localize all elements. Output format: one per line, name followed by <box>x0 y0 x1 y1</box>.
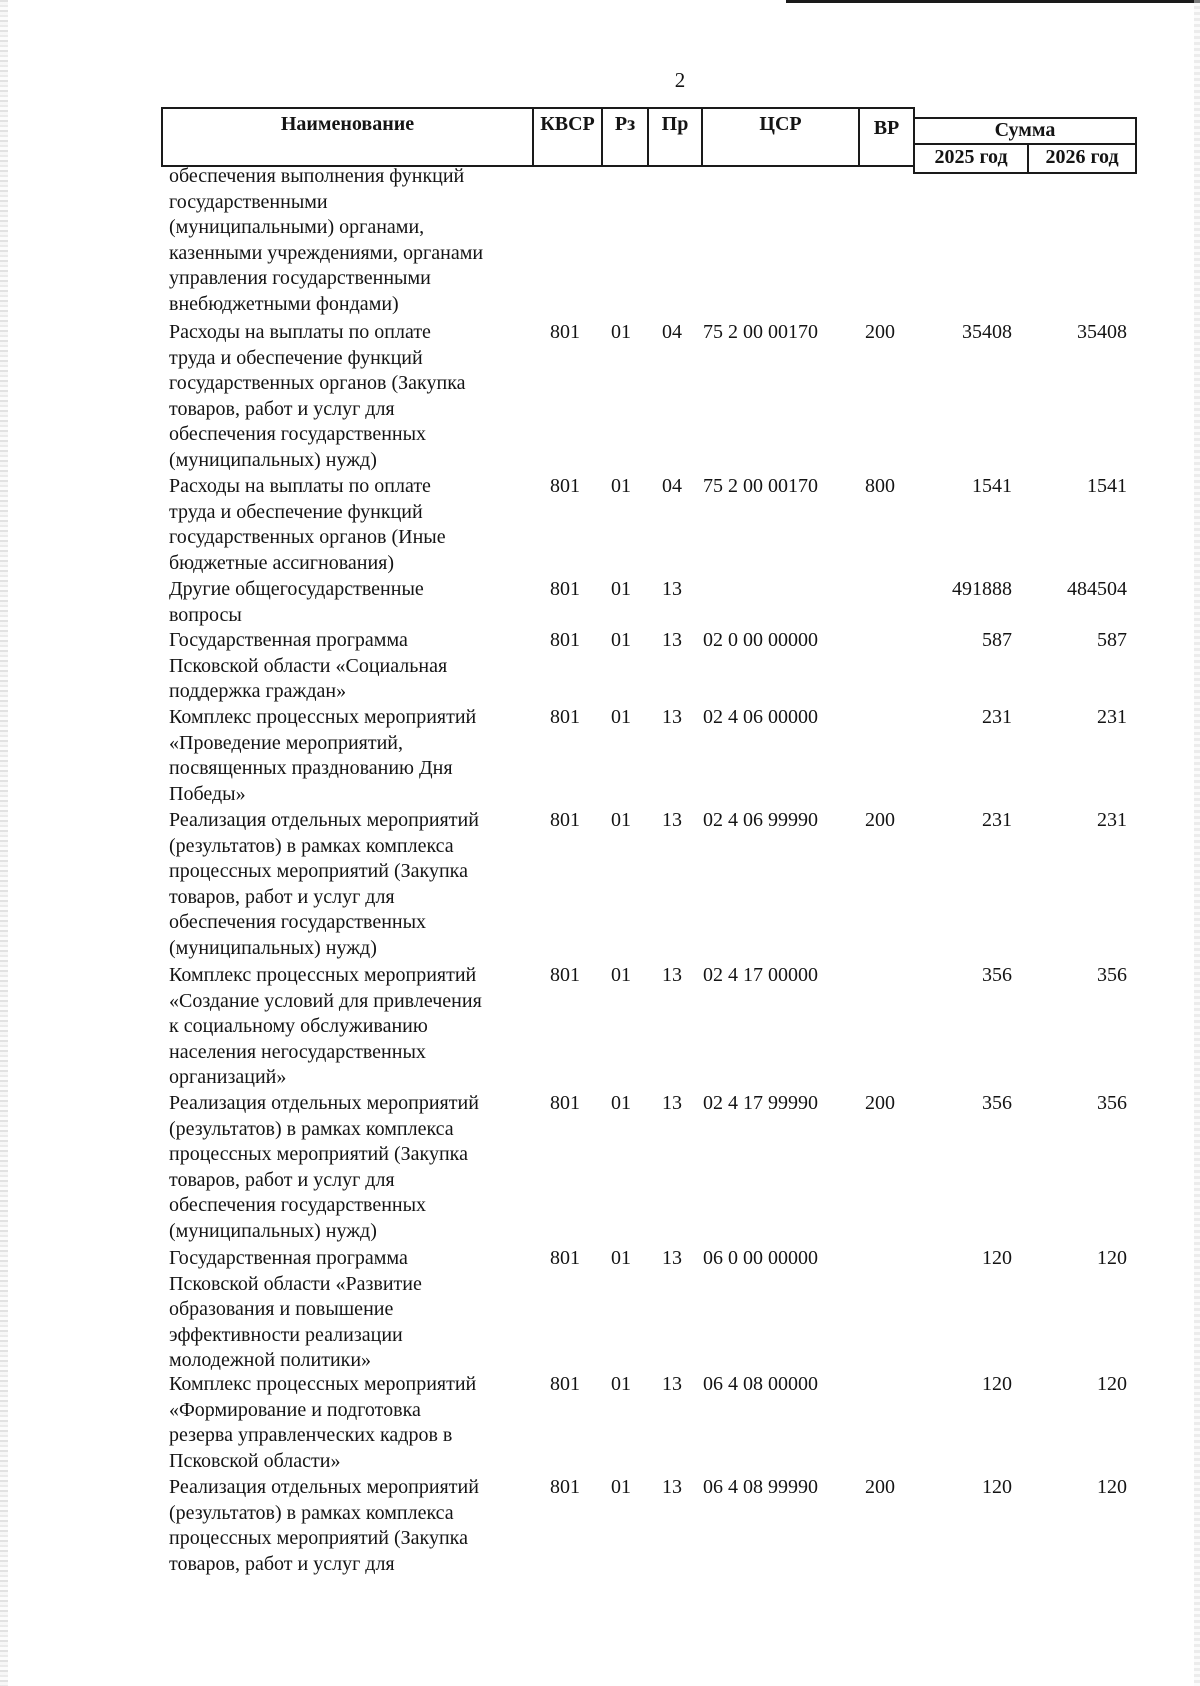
row-sum-2025: 35408 <box>962 321 1012 343</box>
header-pr-label: Пр <box>661 113 689 135</box>
row-sum-2025: 1541 <box>972 475 1012 497</box>
row-kvsr: 801 <box>550 706 580 728</box>
row-name: Комплекс процессных мероприятий «Проведение мероприятий, посвященных празднованию Дня Победы» <box>169 706 477 805</box>
row-sum-2026: 356 <box>1097 1092 1127 1114</box>
row-kvsr: 801 <box>550 809 580 831</box>
header-csr-label: ЦСР <box>759 113 802 135</box>
row-rz: 01 <box>611 1247 631 1269</box>
header-pr <box>647 107 703 167</box>
row-pr: 13 <box>662 809 682 831</box>
row-name: Расходы на выплаты по оплате труда и обеспечение функций государственных органов (Иные бюджетные ассигнования) <box>169 475 446 574</box>
row-rz: 01 <box>611 578 631 600</box>
row-rz: 01 <box>611 1092 631 1114</box>
header-name-label: Наименование <box>280 113 415 135</box>
row-sum-2025: 587 <box>982 629 1012 651</box>
row-name: Реализация отдельных мероприятий (результатов) в рамках комплекса процессных мероприятий (Закупка товаров, работ и услуг для обеспечения государственных (муниципальных) нужд) <box>169 1092 479 1242</box>
row-pr: 13 <box>662 964 682 986</box>
row-csr: 06 4 08 00000 <box>703 1373 818 1395</box>
row-sum-2025: 356 <box>982 1092 1012 1114</box>
row-name: Расходы на выплаты по оплате труда и обеспечение функций государственных органов (Закупка товаров, работ и услуг для обеспечения государственных (муниципальных) нужд) <box>169 321 466 471</box>
row-sum-2025: 491888 <box>952 578 1012 600</box>
row-rz: 01 <box>611 809 631 831</box>
row-pr: 13 <box>662 1476 682 1498</box>
row-name: Государственная программа Псковской области «Социальная поддержка граждан» <box>169 629 448 703</box>
row-sum-2026: 231 <box>1097 706 1127 728</box>
page-number: 2 <box>674 68 686 92</box>
row-vr: 200 <box>865 1476 895 1498</box>
row-pr: 13 <box>662 629 682 651</box>
header-rz-label: Рз <box>614 113 636 135</box>
row-kvsr: 801 <box>550 1247 580 1269</box>
row-rz: 01 <box>611 964 631 986</box>
row-kvsr: 801 <box>550 1476 580 1498</box>
row-rz: 01 <box>611 706 631 728</box>
header-vr <box>858 107 915 167</box>
scan-right-edge <box>1194 0 1200 1686</box>
row-vr: 800 <box>865 475 895 497</box>
row-vr: 200 <box>865 1092 895 1114</box>
row-kvsr: 801 <box>550 629 580 651</box>
row-csr: 06 0 00 00000 <box>703 1247 818 1269</box>
row-kvsr: 801 <box>550 321 580 343</box>
row-name: Другие общегосударственные вопросы <box>169 578 424 626</box>
row-vr: 200 <box>865 809 895 831</box>
row-vr: 200 <box>865 321 895 343</box>
row-sum-2025: 120 <box>982 1247 1012 1269</box>
row-kvsr: 801 <box>550 1092 580 1114</box>
row-csr: 75 2 00 00170 <box>703 321 818 343</box>
row-pr: 13 <box>662 1373 682 1395</box>
row-sum-2025: 120 <box>982 1373 1012 1395</box>
row-name: Государственная программа Псковской области «Развитие образования и повышение эффективности реализации молодежной политики» <box>169 1247 422 1372</box>
row-rz: 01 <box>611 629 631 651</box>
row-kvsr: 801 <box>550 1373 580 1395</box>
row-sum-2026: 484504 <box>1067 578 1127 600</box>
row-sum-2026: 1541 <box>1087 475 1127 497</box>
row-name: Реализация отдельных мероприятий (результатов) в рамках комплекса процессных мероприятий (Закупка товаров, работ и услуг для <box>169 1476 479 1575</box>
header-sum <box>913 117 1137 145</box>
row-pr: 04 <box>662 475 682 497</box>
row-name: Комплекс процессных мероприятий «Создание условий для привлечения к социальному обслуживанию населения негосударственных организаций» <box>169 964 482 1089</box>
row-kvsr: 801 <box>550 964 580 986</box>
header-kvsr <box>532 107 603 167</box>
row-sum-2026: 120 <box>1097 1247 1127 1269</box>
row-name: обеспечения выполнения функций государственными (муниципальными) органами, казенными учреждениями, органами управления государственными внебюджетными фондами) <box>169 165 484 315</box>
row-kvsr: 801 <box>550 475 580 497</box>
row-sum-2026: 231 <box>1097 809 1127 831</box>
row-name: Комплекс процессных мероприятий «Формирование и подготовка резерва управленческих кадров в Псковской области» <box>169 1373 477 1472</box>
header-2025 <box>913 143 1029 174</box>
row-csr: 06 4 08 99990 <box>703 1476 818 1498</box>
row-sum-2025: 231 <box>982 706 1012 728</box>
scan-left-edge <box>0 0 8 1686</box>
row-csr: 02 4 17 00000 <box>703 964 818 986</box>
row-pr: 13 <box>662 1092 682 1114</box>
row-csr: 02 4 06 99990 <box>703 809 818 831</box>
header-csr <box>701 107 860 167</box>
header-2026-label: 2026 год <box>1045 146 1119 168</box>
row-pr: 13 <box>662 1247 682 1269</box>
header-2026 <box>1027 143 1137 174</box>
row-sum-2026: 120 <box>1097 1373 1127 1395</box>
row-sum-2026: 120 <box>1097 1476 1127 1498</box>
row-rz: 01 <box>611 321 631 343</box>
header-vr-label: ВР <box>873 117 900 139</box>
header-name <box>161 107 534 167</box>
row-rz: 01 <box>611 1476 631 1498</box>
top-edge-rule <box>786 0 1200 3</box>
row-sum-2025: 231 <box>982 809 1012 831</box>
row-rz: 01 <box>611 1373 631 1395</box>
row-pr: 13 <box>662 578 682 600</box>
row-name: Реализация отдельных мероприятий (результатов) в рамках комплекса процессных мероприятий (Закупка товаров, работ и услуг для обеспечения государственных (муниципальных) нужд) <box>169 809 479 959</box>
row-kvsr: 801 <box>550 578 580 600</box>
row-sum-2025: 120 <box>982 1476 1012 1498</box>
row-csr: 02 4 17 99990 <box>703 1092 818 1114</box>
header-rz <box>601 107 649 167</box>
row-rz: 01 <box>611 475 631 497</box>
row-pr: 04 <box>662 321 682 343</box>
header-sum-label: Сумма <box>994 119 1056 141</box>
header-kvsr-label: КВСР <box>540 113 595 135</box>
row-pr: 13 <box>662 706 682 728</box>
row-csr: 75 2 00 00170 <box>703 475 818 497</box>
row-sum-2025: 356 <box>982 964 1012 986</box>
row-sum-2026: 587 <box>1097 629 1127 651</box>
row-csr: 02 0 00 00000 <box>703 629 818 651</box>
row-sum-2026: 35408 <box>1077 321 1127 343</box>
header-2025-label: 2025 год <box>934 146 1008 168</box>
row-csr: 02 4 06 00000 <box>703 706 818 728</box>
row-sum-2026: 356 <box>1097 964 1127 986</box>
